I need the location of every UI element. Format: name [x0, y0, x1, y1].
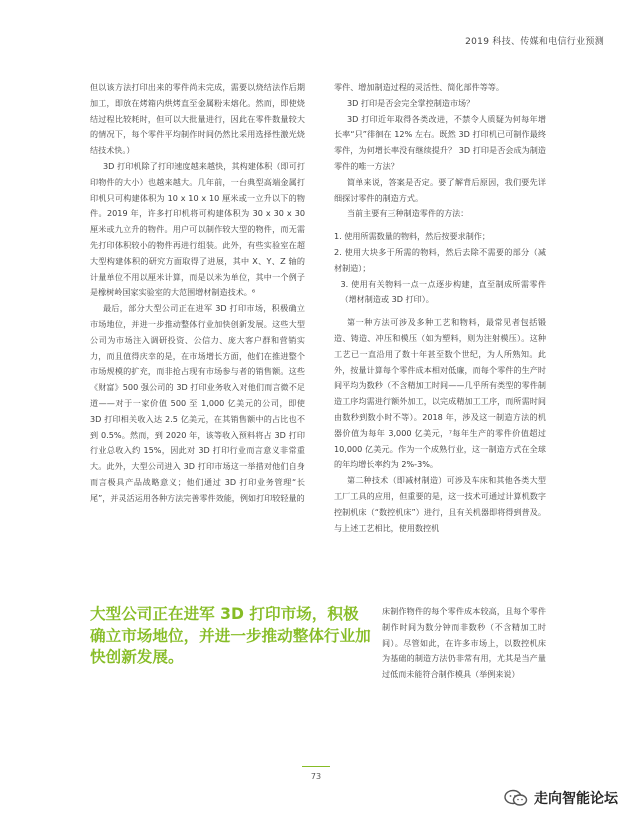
paragraph: 但以该方法打印出来的零件尚未完成，需要以烧结法作后期加工，即放在烤箱内烘烤直至金属粉末熔化。然而，即使烧结过程比较耗时，但可以大批量进行，因此在零件数量较大的情况下，每个零件平均制作时间仍然比采用选择性激光烧结技术快。） — [90, 82, 305, 156]
method-item: 3. 使用有关物料一点一点逐步构建，直至制成所需零件（增材制造或 3D 打印）。 — [340, 278, 546, 305]
paragraph: 简单来说，答案是否定。要了解背后原因，我们要先详细探讨零件的制造方式。 — [334, 176, 546, 203]
paragraph: 3D 打印近年取得各类改进，不禁令人质疑为何每年增长率“只”徘徊在 12% 左右。既然 3D 打印机已可制作最终零件，为何增长率没有继续提升？ 3D 打印是否会成为制造零件的唯一方法？ — [334, 113, 546, 171]
wechat-icon — [503, 789, 529, 807]
watermark-text: 走向智能论坛 — [534, 791, 618, 807]
paragraph-continued: 床制作物件的每个零件成本较高，且每个零件制作时间为数分钟而非数秒（不含精加工时间）。尽管如此，在许多市场上，以数控机床为基础的制造方法仍非常有用，尤其是当产量过低而未能符合制作模具（举例来说） — [382, 606, 546, 680]
right-column — [334, 80, 546, 536]
paragraph: 3D 打印机除了打印速度越来越快，其构建体积（即可打印物件的大小）也越来越大。几年前，一台典型高端金属打印机只可构建体积为 10 x 10 x 10 厘米或一立升以下的物件。2019 年，许多打印机将可构建体积为 30 x 30 x 30 厘米或九立升的物件。用户可以制作较大型的物件，而无需先打印体积较小的物件再进行组装。此外，有些实验室在超大型构建体积的研究方面取得了进展，其中 X、Y、Z 轴的计量单位不用以厘米计算，而是以米为单位，其中一个例子是橡树岭国家实验室的大范围增材制造技术。⁶ — [90, 160, 305, 298]
paragraph: 当前主要有三种制造零件的方法： — [346, 208, 469, 219]
pull-quote: 大型公司正在进军 3D 打印市场，积极确立市场地位，并进一步推动整体行业加快创新发展。 — [90, 605, 371, 666]
left-column — [90, 80, 305, 507]
paragraph: 最后，部分大型公司正在进军 3D 打印市场，积极确立市场地位，并进一步推动整体行业加快创新发展。这些大型公司为市场注入调研投资、公信力、庞大客户群和营销实力，而且值得庆幸的是，在市场增长方面，他们在推进整个市场规模的扩充，而非抢占现有市场参与者的销售额。这些《财富》500 强公司的 3D 打印业务收入对他们而言微不足道——对于一家价值 500 至 1,000 亿美元的公司，即使 3D 打印相关收入达 2.5 亿美元，在其销售额中的占比也不到 0.5%。然而，到 2020 年，该等收入预料将占 3D 打印行业总收入约 15%，因此对 3D 打印行业而言意义非常重大。此外，大型公司进入 3D 打印市场这一举措对他们自身而言极具产品战略意义；他们通过 3D 打印业务管理“长尾”，并灵活运用各种方法完善零件效能，例如打印较轻量的 — [90, 303, 305, 503]
paragraph: 第一种方法可涉及多种工艺和物料，最常见者包括锻造、铸造、冲压和模压（如为塑料，则为注射模压）。这种工艺已一直沿用了数十年甚至数个世纪，为人所熟知。此外，按量计算每个零件成本相对低廉，而每个零件的生产时间平均为数秒（不含精加工时间——几乎所有类型的零件制造工序均需进行额外加工，以完成精加工工序，而所需时间由数秒到数小时不等）。2018 年，涉及这一制造方法的机器价值为每年 3,000 亿美元，⁷每年生产的零件价值超过 10,000 亿美元。作为一个成熟行业，这一制造方式在全球的年均增长率约为 2%-3%。 — [334, 317, 546, 470]
page-number: 73 — [310, 772, 322, 781]
page-number-rule — [302, 766, 330, 767]
spacer — [334, 308, 546, 315]
watermark — [503, 788, 618, 808]
method-item: 1. 使用所需数量的物料，然后按要求制作； — [334, 231, 490, 242]
running-header: 2019 科技、传媒和电信行业预测 — [465, 37, 604, 47]
spacer — [334, 222, 546, 229]
paragraph: 第二种技术（即减材制造）可涉及车床和其他各类大型工厂工具的应用，但重要的是，这一技术可通过计算机数字控制机床（“数控机床”）进行，且有关机器即将得到普及。与上述工艺相比，使用数控机 — [334, 475, 546, 533]
subheading: 3D 打印是否会完全掌控制造市场？ — [346, 97, 475, 108]
method-item: 2. 使用大块多于所需的物料，然后去除不需要的部分（减材制造）； — [334, 246, 546, 273]
paragraph: 零件、增加制造过程的灵活性、简化部件等等。 — [334, 82, 504, 92]
